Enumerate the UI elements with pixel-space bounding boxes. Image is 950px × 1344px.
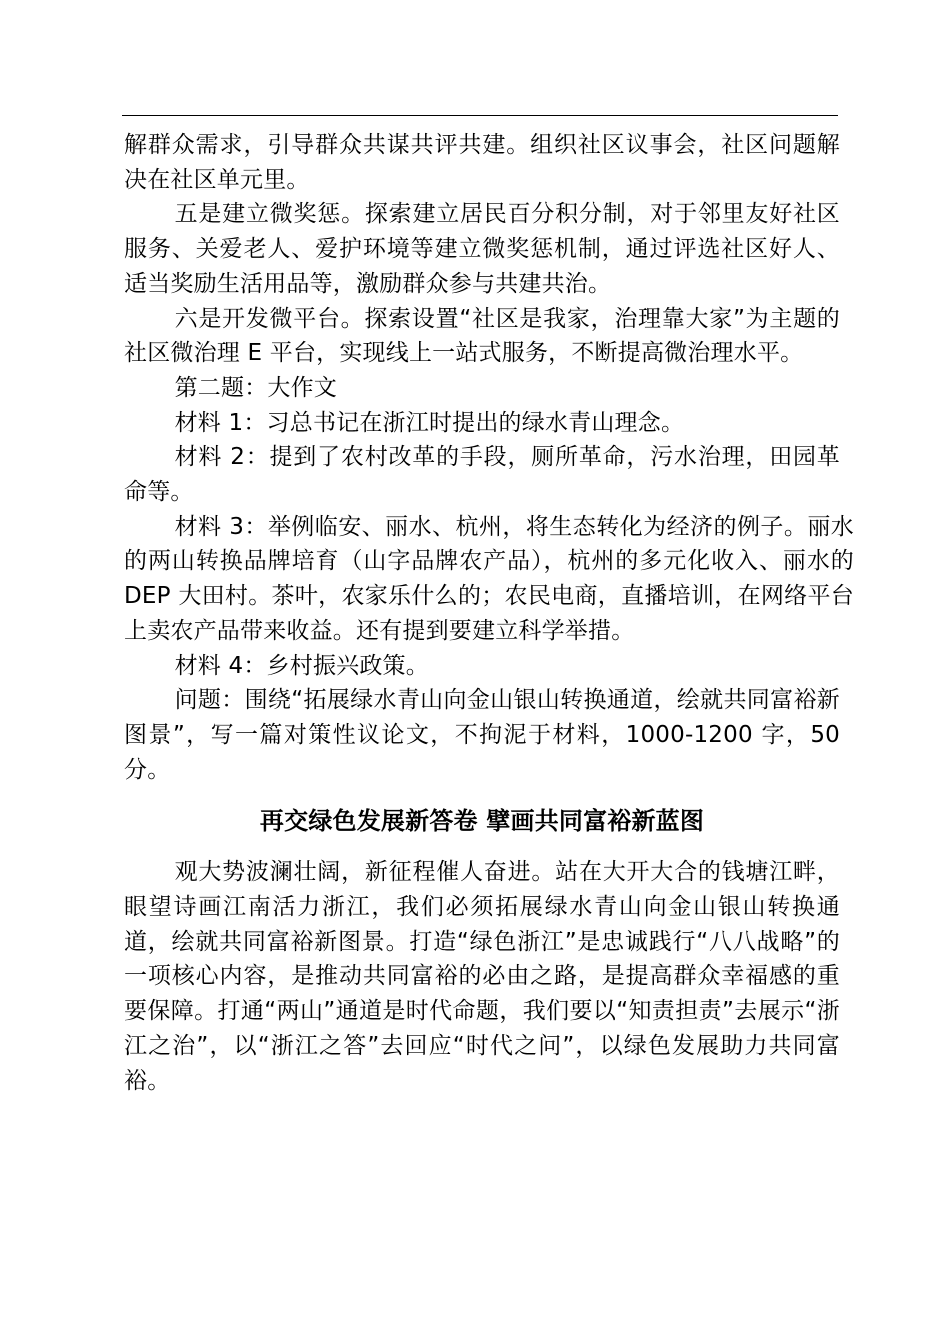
essay-title: 再交绿色发展新答卷 擘画共同富裕新蓝图 [259,807,705,836]
paragraph-continuation: 解群众需求，引导群众共谋共评共建。组织社区议事会，社区问题解决在社区单元里。 [124,132,840,193]
paragraph-micro-rewards: 五是建立微奖惩。探索建立居民百分积分制，对于邻里友好社区服务、关爱老人、爱护环境等建立微奖惩机制，通过评选社区好人、适当奖励生活用品等，激励群众参与共建共治。 [124,201,840,297]
material-1: 材料 1：习总书记在浙江时提出的绿水青山理念。 [174,409,685,436]
essay-question: 问题：围绕“拓展绿水青山向金山银山转换通道，绘就共同富裕新图景”，写一篇对策性议论文，不拘泥于材料，1000-1200 字，50 分。 [124,687,840,783]
material-2: 材料 2：提到了农村改革的手段，厕所革命，污水治理，田园革命等。 [124,444,840,506]
question-two-heading: 第二题：大作文 [174,374,337,401]
document-body [124,128,854,1098]
material-3: 材料 3：举例临安、丽水、杭州，将生态转化为经济的例子。丽水的两山转换品牌培育（山字品牌农产品），杭州的多元化收入、丽水的 DEP 大田村。茶叶，农家乐什么的；农民电商，直播培训，在网络平台上卖农产品带来收益。还有提到要建立科学举措。 [124,513,854,644]
material-4: 材料 4：乡村振兴政策。 [174,652,429,679]
paragraph-micro-platform: 六是开发微平台。探索设置“社区是我家，治理靠大家”为主题的社区微治理 E 平台，实现线上一站式服务，不断提高微治理水平。 [124,305,840,367]
essay-paragraph: 观大势波澜壮阔，新征程催人奋进。站在大开大合的钱塘江畔，眼望诗画江南活力浙江，我们必须拓展绿水青山向金山银山转换通道，绘就共同富裕新图景。打造“绿色浙江”是忠诚践行“八八战略”的一项核心内容，是推动共同富裕的必由之路，是提高群众幸福感的重要保障。打通“两山”通道是时代命题，我们要以“知责担责”去展示“浙江之治”，以“浙江之答”去回应“时代之问”，以绿色发展助力共同富裕。 [124,859,840,1094]
header-rule [122,115,838,116]
